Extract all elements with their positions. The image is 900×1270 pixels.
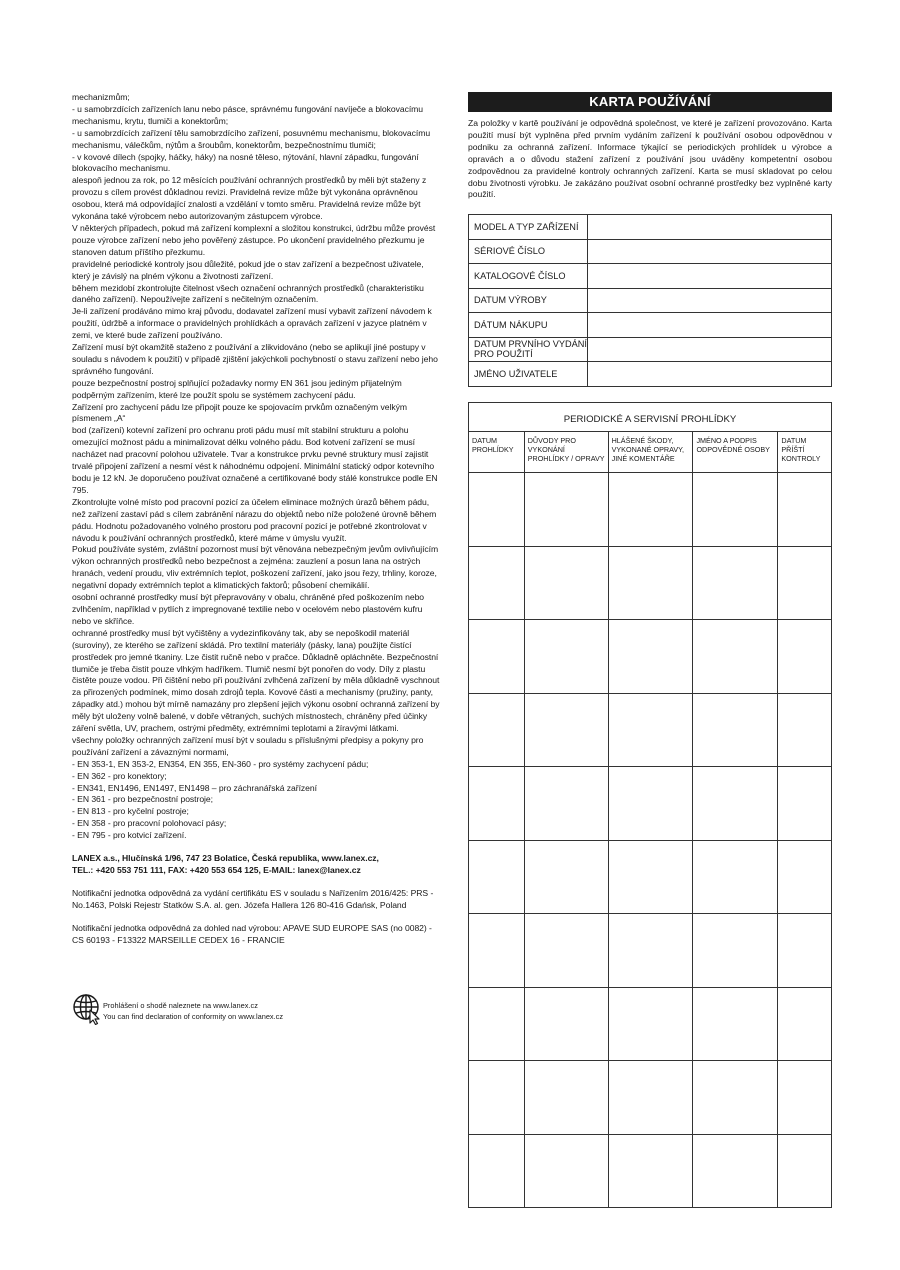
inspection-row	[469, 987, 832, 1061]
instruction-paragraph: V některých případech, pokud má zařízení komplexní a složitou konstrukci, údržbu může provést pouze výrobce zařízení nebo jeho pověřený zástupce. Po ukončení pravidelného přezkumu je stanoven datum příštího přezkumu.	[72, 222, 436, 257]
instruction-paragraph: - EN 358 - pro pracovní polohovací pásy;	[72, 818, 227, 829]
inspection-row	[469, 546, 832, 620]
inspection-cell[interactable]	[693, 914, 778, 988]
notified-body-certificate: Notifikační jednotka odpovědná za vydání certifikátu ES v souladu s Nařízením 2016/425: PRS - No.1463, Polski Rejestr Statków S.A. al. gen. Józefa Hallera 126 80-416 Gdańsk, Poland	[72, 887, 434, 910]
inspection-cell[interactable]	[524, 1134, 608, 1208]
inspection-cell[interactable]	[469, 840, 525, 914]
inspection-cell[interactable]	[608, 620, 693, 694]
inspection-row	[469, 1134, 832, 1208]
info-field-label: MODEL A TYP ZAŘÍZENÍ	[469, 215, 588, 240]
inspection-cell[interactable]	[608, 1134, 693, 1208]
inspection-cell[interactable]	[469, 914, 525, 988]
inspection-cell[interactable]	[524, 693, 608, 767]
instruction-paragraph: Zařízení pro zachycení pádu lze připojit pouze ke spojovacím prvkům označeným velkým písmenem „A“	[72, 401, 407, 424]
inspection-cell[interactable]	[693, 987, 778, 1061]
instruction-paragraph: pouze bezpečnostní postroj splňující požadavky normy EN 361 jsou jediným přijatelným podpěrným zařízením, které lze použít spolu se systémem zachycení pádu.	[72, 377, 402, 400]
info-field-label: DÁTUM NÁKUPU	[469, 313, 588, 338]
instructions-paragraphs	[72, 92, 440, 842]
info-field-value[interactable]	[588, 264, 832, 289]
inspection-cell[interactable]	[693, 1134, 778, 1208]
inspection-cell[interactable]	[778, 620, 832, 694]
inspection-cell[interactable]	[469, 546, 525, 620]
instruction-paragraph: ochranné prostředky musí být vyčištěny a vydezinfikovány tak, aby se nepoškodil materiál (suroviny), ze kterého se zařízení skládá. Pro textilní materiály (pásky, lana) použijte čistící prostředek pro jemné tkaniny. Lze čistit ručně nebo v pračce. Důkladně opláchněte. Bezpečnostní tlumiče je třeba čistit pouze vlhkým hadříkem. Tlumič nesmí být ponořen do vody. Díly z plastu čistěte pouze vodou. Při čištění nebo při používání zvlhčená zařízení by měla důkladně vyschnout za přirozených podmínek, mimo dosah zdrojů tepla. Kovové části a mechanismy (pružiny, panty, západky atd.) mohou být mírně namazány pro zlepšení jejich výkonu osobní ochranná zařízení by měly být uloženy volně balené, v dobře větraných, suchých místnostech, chráněny před účinky záření světla, UV, prachem, ostrými předměty, extrémními teplotami a žíravými látkami.	[72, 627, 440, 734]
inspection-column-header: HLÁŠENÉ ŠKODY, VYKONANÉ OPRAVY, JINÉ KOMENTÁŘE	[608, 432, 693, 473]
info-row	[469, 239, 832, 264]
instruction-paragraph: - EN 361 - pro bezpečnostní postroje;	[72, 794, 213, 805]
inspection-cell[interactable]	[693, 840, 778, 914]
instruction-paragraph: - EN 795 - pro kotvicí zařízení.	[72, 830, 187, 841]
inspection-cell[interactable]	[778, 1061, 832, 1135]
inspection-cell[interactable]	[469, 473, 525, 547]
inspection-cell[interactable]	[778, 546, 832, 620]
info-field-value[interactable]	[588, 215, 832, 240]
card-title: KARTA POUŽÍVÁNÍ	[468, 92, 832, 112]
inspection-cell[interactable]	[469, 1134, 525, 1208]
instruction-paragraph: - EN341, EN1496, EN1497, EN1498 – pro záchranářská zařízení	[72, 782, 317, 793]
inspection-column-header: JMÉNO A PODPIS ODPOVĚDNÉ OSOBY	[693, 432, 778, 473]
inspection-cell[interactable]	[693, 767, 778, 841]
inspection-cell[interactable]	[469, 620, 525, 694]
usage-card	[468, 92, 832, 463]
inspection-column-header: DATUM PŘÍŠTÍ KONTROLY	[778, 432, 832, 473]
notified-body-supervision: Notifikační jednotka odpovědná za dohled nad výrobou: APAVE SUD EUROPE SAS (no 0082) - CS 60193 - F13322 MARSEILLE CEDEX 16 - FRANCIE	[72, 922, 432, 945]
inspection-cell[interactable]	[524, 840, 608, 914]
instruction-paragraph: mechanizmům;	[72, 92, 130, 102]
instruction-paragraph: alespoň jednou za rok, po 12 měsících používání ochranných prostředků by měli být staženy z provozu s cílem provést důkladnou revizi. Pravidelná revize může být vykonána oprávněnou osobou, která má odpovídající znalosti a vzdělání v tomto směru. Pravidelná revize může být vykonána také výrobcem nebo autorizovaným zástupcem výrobce.	[72, 175, 427, 222]
inspection-cell[interactable]	[524, 987, 608, 1061]
inspection-cell[interactable]	[608, 987, 693, 1061]
inspection-cell[interactable]	[693, 546, 778, 620]
inspection-cell[interactable]	[608, 1061, 693, 1135]
instruction-paragraph: - u samobrzdících zařízeních lanu nebo pásce, správnému fungování navíječe a blokovacímu mechanismu, krytu, tlumiči a konektorům;	[72, 103, 424, 126]
company-address: LANEX a.s., Hlučínská 1/96, 747 23 Bolatice, Česká republika, www.lanex.cz,	[72, 853, 379, 864]
inspection-cell[interactable]	[469, 693, 525, 767]
conformity-line-cz: Prohlášení o shodě naleznete na www.lanex.cz	[103, 1001, 258, 1010]
instruction-paragraph: Zařízení musí být okamžitě staženo z používání a zlikvidováno (nebo se aplikují jiné postupy v souladu s návodem k použití) v případě zjištění jakýchkoli pochybností o stavu zařízení nebo jeho správného fungování.	[72, 342, 438, 376]
inspection-cell[interactable]	[778, 914, 832, 988]
instruction-paragraph: bod (zařízení) kotevní zařízení pro ochranu proti pádu musí mít stabilní strukturu a polohu omezující možnost pádu a minimalizovat délku volného pádu. Bod kotvení zařízení se musí nacházet nad pracovní polohou uživatele. Tvar a konstrukce prvku pevné struktury musí zajistit trvalé připojení zařízení a nesmí vést k náhodnému odpojení. Minimální statický odpor kotevního bodu je 12 kN. Je doporučeno používat označené a certifikované body stálé konstrukce podle EN 795.	[72, 425, 438, 495]
instruction-paragraph: všechny položky ochranných zařízení musí být v souladu s příslušnými předpisy a pokyny pro používání zařízení a závaznými normami,	[72, 734, 424, 757]
inspection-cell[interactable]	[608, 767, 693, 841]
info-field-label: SÉRIOVÉ ČÍSLO	[469, 239, 588, 264]
card-intro: Za položky v kartě používání je odpovědná společnost, ve které je zařízení provozováno. Karta použití musí být vyplněna před prvním vydáním zařízení k používání osobou odpovědnou v podniku za ochranná zařízení. Informace týkající se periodických prohlídek u výrobce a opravách a o důvodu stažení zařízení z používání jsou uváděny kompetentní osobou zodpovědnou za pravidelné kontroly ochranných zařízení. Karta se musí skladovat po celou dobu životnosti výrobku. Je zakázáno používat osobní ochranné prostředky bez vyplněné karty použití.	[468, 118, 832, 200]
inspection-cell[interactable]	[693, 693, 778, 767]
info-field-value[interactable]	[588, 288, 832, 313]
info-field-label: DATUM VÝROBY	[469, 288, 588, 313]
info-row	[469, 215, 832, 240]
conformity-line-en: You can find declaration of conformity on www.lanex.cz	[103, 1011, 284, 1021]
instruction-paragraph: - EN 362 - pro konektory;	[72, 770, 167, 781]
inspection-cell[interactable]	[778, 987, 832, 1061]
instructions-text-column	[72, 92, 440, 947]
inspection-cell[interactable]	[524, 620, 608, 694]
inspection-cell[interactable]	[524, 914, 608, 988]
globe-cursor-icon	[72, 993, 104, 1025]
inspection-cell[interactable]	[608, 914, 693, 988]
inspection-cell[interactable]	[693, 1061, 778, 1135]
conformity-note	[72, 993, 432, 1027]
info-row	[469, 288, 832, 313]
inspection-row	[469, 693, 832, 767]
inspection-cell[interactable]	[778, 1134, 832, 1208]
inspection-table-title: PERIODICKÉ A SERVISNÍ PROHLÍDKY	[469, 403, 832, 432]
equipment-info-table	[468, 214, 832, 387]
instruction-paragraph: Je-li zařízení prodáváno mimo kraj původu, dodavatel zařízení musí vybavit zařízení návodem k použití, údržbě a informace o pravidelných prohlídkách a opravách zařízení v jazyce platném v zemi, ve které bude zařízení používáno.	[72, 306, 432, 341]
info-field-label: KATALOGOVÉ ČÍSLO	[469, 264, 588, 289]
inspection-cell[interactable]	[778, 840, 832, 914]
inspection-cell[interactable]	[778, 693, 832, 767]
inspection-cell[interactable]	[524, 473, 608, 547]
inspection-cell[interactable]	[469, 987, 525, 1061]
inspection-cell[interactable]	[524, 1061, 608, 1135]
inspection-cell[interactable]	[693, 620, 778, 694]
inspection-cell[interactable]	[778, 767, 832, 841]
instruction-paragraph: Pokud používáte systém, zvláštní pozornost musí být věnována nebezpečným jevům ovlivňujícím výkon ochranných prostředků nebo bezpečnost a zejména: zauzlení a posun lana na ostrých hranách, vedení proudu, vliv extrémních teplot, poškození zařízení, jako jsou řezy, trhliny, koroze, negativní dopady extrémních teplot a klimatických faktorů; působení chemikálií.	[72, 544, 439, 591]
info-field-value[interactable]	[588, 337, 832, 362]
inspection-row	[469, 914, 832, 988]
instruction-paragraph: - v kovové dílech (spojky, háčky, háky) na nosné těleso, nýtování, hlavní západku, fungování blokovacího mechanismu.	[72, 151, 419, 174]
info-field-label: DATUM PRVNÍHO VYDÁNÍ PRO POUŽITÍ	[469, 337, 588, 362]
info-row	[469, 362, 832, 387]
inspection-row	[469, 767, 832, 841]
info-field-value[interactable]	[588, 362, 832, 387]
inspection-row	[469, 840, 832, 914]
instruction-paragraph: během mezidobí zkontrolujte čitelnost všech označení ochranných prostředků (charakteristiku daného zařízení). Nepoužívejte zařízení s nečitelným označením.	[72, 282, 424, 305]
info-field-label: JMÉNO UŽIVATELE	[469, 362, 588, 387]
inspection-cell[interactable]	[608, 546, 693, 620]
info-field-value[interactable]	[588, 313, 832, 338]
instruction-paragraph: - u samobrzdících zařízení tělu samobrzdícího zařízení, posuvnému mechanismu, blokovacímu mechanismu, válečkům, nýtům a šroubům, konektorům, bezpečnostnímu tlumiči;	[72, 127, 431, 150]
inspection-cell[interactable]	[469, 1061, 525, 1135]
instruction-paragraph: Zkontrolujte volné místo pod pracovní pozicí za účelem eliminace možných úrazů během pádu, než zařízení zastaví pád s cílem zabránění nárazu do objektů nebo níže položené úrovně během pádu. Hodnotu požadovaného volného prostoru pod pracovní pozicí je potřebné zkontrolovat v návodu k používání ochranných prostředků, které máme v úmyslu využít.	[72, 496, 437, 543]
inspection-cell[interactable]	[608, 693, 693, 767]
inspection-cell[interactable]	[608, 473, 693, 547]
info-row	[469, 337, 832, 362]
instruction-paragraph: pravidelné periodické kontroly jsou důležité, pokud jde o stav zařízení a bezpečnost uživatele, který je závislý na plném výkonu a životnosti zařízení.	[72, 258, 424, 281]
instruction-paragraph: osobní ochranné prostředky musí být přepravovány v obalu, chráněné před poškozením nebo zvlhčením, například v pytlích z impregnované textilie nebo v ocelovém nebo plastovém kufru nebo ve skříňce.	[72, 592, 425, 626]
inspection-column-header: DATUM PROHLÍDKY	[469, 432, 525, 473]
inspection-cell[interactable]	[524, 767, 608, 841]
inspection-column-header: DŮVODY PRO VYKONÁNÍ PROHLÍDKY / OPRAVY	[524, 432, 608, 473]
inspection-table	[468, 402, 832, 1208]
instruction-paragraph: - EN 813 - pro kyčelní postroje;	[72, 806, 189, 817]
inspection-cell[interactable]	[608, 840, 693, 914]
inspection-cell[interactable]	[778, 473, 832, 547]
inspection-cell[interactable]	[469, 767, 525, 841]
instruction-paragraph: - EN 353-1, EN 353-2, EN354, EN 355, EN-360 - pro systémy zachycení pádu;	[72, 758, 369, 769]
info-row	[469, 313, 832, 338]
inspection-row	[469, 620, 832, 694]
inspection-cell[interactable]	[693, 473, 778, 547]
info-field-value[interactable]	[588, 239, 832, 264]
inspection-row	[469, 1061, 832, 1135]
company-contact: TEL.: +420 553 751 111, FAX: +420 553 654 125, E-MAIL: lanex@lanex.cz	[72, 865, 361, 875]
info-row	[469, 264, 832, 289]
inspection-row	[469, 473, 832, 547]
inspection-cell[interactable]	[524, 546, 608, 620]
